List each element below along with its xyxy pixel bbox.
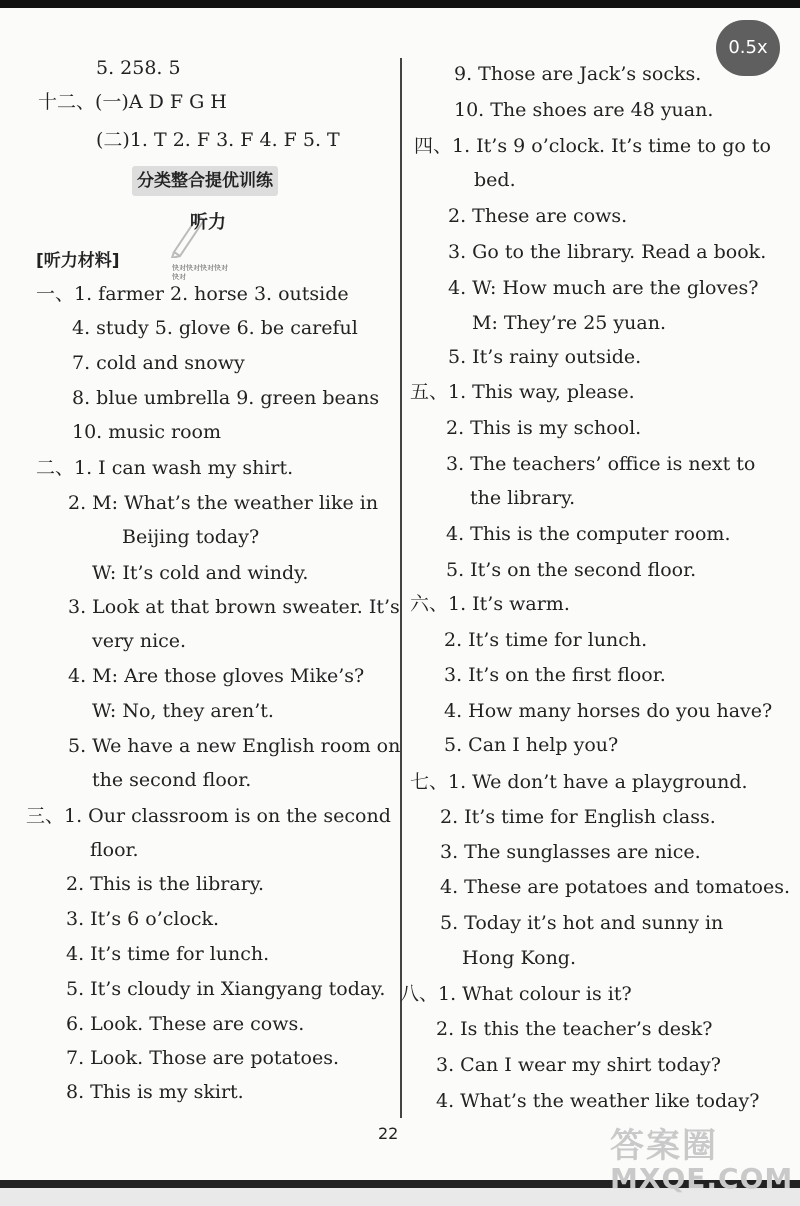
answer-line: 7. Look. Those are potatoes.: [66, 1047, 340, 1069]
answer-line: 三、1. Our classroom is on the second: [26, 805, 391, 827]
section-subtitle: 听力: [190, 212, 226, 233]
answer-line: M: They’re 25 yuan.: [472, 312, 666, 334]
answer-line: 4. How many horses do you have?: [444, 700, 773, 722]
answer-line: bed.: [474, 169, 516, 191]
answer-line: 5. It’s on the second floor.: [446, 559, 697, 581]
answer-line: W: No, they aren’t.: [92, 700, 274, 722]
page-number: 22: [378, 1124, 399, 1143]
column-divider: [400, 58, 402, 1118]
answer-line: 7. cold and snowy: [72, 352, 245, 374]
watermark-bottom: MXQE.COM: [610, 1162, 794, 1195]
answer-line: 八、1. What colour is it?: [400, 983, 632, 1005]
answer-line: 5. It’s cloudy in Xiangyang today.: [66, 978, 386, 1000]
answer-line: 四、1. It’s 9 o’clock. It’s time to go to: [414, 135, 771, 157]
watermark-top: 答案圈: [610, 1126, 718, 1166]
answer-line: 8. blue umbrella 9. green beans: [72, 387, 380, 409]
answer-line: 3. It’s 6 o’clock.: [66, 908, 220, 930]
answer-line: 3. Look at that brown sweater. It’s: [68, 596, 400, 618]
answer-line: 9. Those are Jack’s socks.: [454, 63, 702, 85]
answer-line: 七、1. We don’t have a playground.: [410, 771, 748, 793]
answer-line: 4. W: How much are the gloves?: [448, 277, 759, 299]
answer-line: 5. We have a new English room on: [68, 735, 401, 757]
answer-line: 一、1. farmer 2. horse 3. outside: [36, 283, 349, 305]
answer-line: 2. Is this the teacher’s desk?: [436, 1018, 713, 1040]
answer-line: 2. This is my school.: [446, 417, 642, 439]
answer-line: 二、1. I can wash my shirt.: [36, 457, 294, 479]
answer-line: 5. Today it’s hot and sunny in: [440, 912, 724, 934]
answer-line: Hong Kong.: [462, 947, 577, 969]
answer-line: W: It’s cold and windy.: [92, 562, 309, 584]
answer-line: 10. The shoes are 48 yuan.: [454, 99, 714, 121]
top-border: [0, 0, 800, 8]
answer-line: 4. M: Are those gloves Mike’s?: [68, 665, 365, 687]
answer-line: very nice.: [92, 630, 187, 652]
answer-line: 6. Look. These are cows.: [66, 1013, 305, 1035]
answer-line: 3. It’s on the first floor.: [444, 664, 666, 686]
tiny-note: 快对快对快对快对快对: [172, 264, 228, 281]
answer-line: 2. It’s time for lunch.: [444, 629, 648, 651]
answer-line: 4. study 5. glove 6. be careful: [72, 317, 358, 339]
answer-line: 2. These are cows.: [448, 205, 628, 227]
answer-line: 5. 258. 5: [96, 57, 181, 79]
answer-line: floor.: [90, 839, 139, 861]
answer-line: 十二、(一)A D F G H: [38, 91, 227, 113]
answer-line: 4. What’s the weather like today?: [436, 1090, 760, 1112]
answer-line: (二)1. T 2. F 3. F 4. F 5. T: [96, 129, 340, 151]
answer-line: the second floor.: [92, 769, 252, 791]
answer-line: 3. Can I wear my shirt today?: [436, 1054, 721, 1076]
materials-label: [听力材料]: [36, 251, 120, 271]
answer-line: 5. Can I help you?: [444, 734, 619, 756]
answer-line: 4. These are potatoes and tomatoes.: [440, 876, 791, 898]
answer-line: Beijing today?: [122, 526, 260, 548]
section-title: 分类整合提优训练: [132, 166, 278, 196]
answer-line: 3. Go to the library. Read a book.: [448, 241, 767, 263]
answer-line: 5. It’s rainy outside.: [448, 346, 642, 368]
answer-line: 2. It’s time for English class.: [440, 806, 716, 828]
answer-line: 3. The teachers’ office is next to: [446, 453, 756, 475]
answer-line: 五、1. This way, please.: [410, 381, 635, 403]
answer-line: 3. The sunglasses are nice.: [440, 841, 701, 863]
answer-line: the library.: [470, 487, 576, 509]
answer-line: 2. M: What’s the weather like in: [68, 492, 379, 514]
answer-line: 4. It’s time for lunch.: [66, 943, 270, 965]
answer-line: 4. This is the computer room.: [446, 523, 731, 545]
watermark-logo: [610, 1118, 794, 1198]
answer-line: 六、1. It’s warm.: [410, 593, 570, 615]
answer-line: 2. This is the library.: [66, 873, 265, 895]
playback-speed-button[interactable]: 0.5x: [716, 20, 780, 76]
answer-line: 10. music room: [72, 421, 221, 443]
answer-line: 8. This is my skirt.: [66, 1081, 244, 1103]
